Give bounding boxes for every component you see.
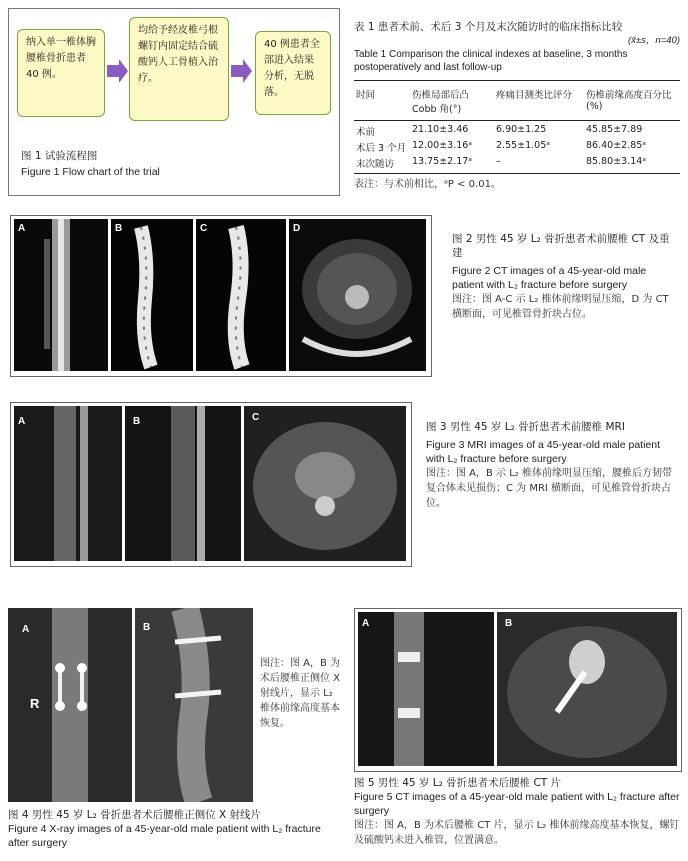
table1-header-row	[354, 81, 680, 116]
fig2-image-d	[289, 219, 426, 371]
fig5-caption-en: Figure 5 CT images of a 45-year-old male patient with L₂ fracture after surgery	[354, 791, 680, 817]
table-cell: –	[496, 156, 501, 167]
fig5-image-a	[358, 612, 494, 766]
xray-ap-icon	[8, 608, 132, 802]
ct-axial-postop-icon	[497, 612, 677, 766]
panel-letter: A	[362, 618, 370, 629]
table-cell: 45.85±7.89	[586, 124, 643, 135]
table1-title-cn: 表 1 患者术前、术后 3 个月及末次随访时的临床指标比较	[354, 21, 623, 33]
flow-box-2-text: 均给予经皮椎弓根螺钉内固定结合硫酸钙人工骨植入治疗。	[138, 25, 218, 84]
panel-letter: C	[200, 223, 208, 234]
panel-letter: A	[22, 624, 30, 635]
table-cell: 21.10±3.46	[412, 124, 469, 135]
table1-stat: (x̄±s，n=40)	[628, 35, 680, 46]
fig4-caption-cn: 图 4 男性 45 岁 L₂ 骨折患者术后腰椎正侧位 X 射线片	[8, 809, 261, 821]
mri-sagittal-t2-icon	[125, 406, 241, 561]
ct-3d-reconstruction-icon	[111, 219, 193, 371]
table-cell: 13.75±2.17ᵃ	[412, 156, 473, 167]
fig3-note: 图注：图 A，B 示 L₂ 椎体前缘明显压缩，腰椎后方韧带复合体未见损伤；C 为 MRI 横断面，可见椎管骨折块占位。	[426, 468, 672, 509]
fig2-image-a	[14, 219, 108, 371]
mri-axial-icon	[244, 406, 406, 561]
table1-header-cell: 伤椎局部后凸 Cobb 角(°)	[412, 90, 470, 115]
fig3-image-a	[14, 406, 122, 561]
fig1-caption-en: Figure 1 Flow chart of the trial	[21, 166, 160, 178]
table1-header-cell: 时间	[356, 90, 376, 101]
flow-box-2	[129, 17, 229, 121]
fig5-caption-block	[354, 776, 680, 848]
table-cell: 术后 3 个月	[356, 143, 407, 154]
table1-block	[354, 20, 680, 192]
fig1-caption-cn: 图 1 试验流程图	[21, 150, 98, 162]
panel-letter: A	[18, 416, 26, 427]
table-cell: 末次随访	[356, 159, 395, 170]
table-row	[354, 155, 680, 171]
fig4-image-a	[8, 608, 132, 802]
flow-box-3-text: 40 例患者全部进入结果分析，无脱落。	[264, 39, 320, 98]
fig4-caption-block	[8, 808, 343, 850]
fig2-caption-block	[452, 232, 680, 322]
flow-box-1-text: 纳入单一椎体胸腰椎骨折患者 40 例。	[26, 37, 96, 80]
fig3-image-b	[125, 406, 241, 561]
panel-letter: D	[293, 223, 301, 234]
table-row	[354, 123, 680, 139]
panel-letter: B	[505, 618, 513, 629]
xray-lateral-icon	[135, 608, 253, 802]
panel-letter: B	[133, 416, 141, 427]
table1	[354, 81, 680, 171]
ct-3d-lateral-icon	[196, 219, 286, 371]
table1-title-en: Table 1 Comparison the clinical indexes at baseline, 3 months postoperatively and last follow-up	[354, 49, 628, 73]
fig5-image-b	[497, 612, 677, 766]
table1-note: 表注：与术前相比，ᵃP < 0.01。	[354, 179, 501, 190]
table-cell: 术前	[356, 127, 376, 138]
flow-box-1	[17, 29, 105, 117]
fig2-caption-cn: 图 2 男性 45 岁 L₂ 骨折患者术前腰椎 CT 及重建	[452, 233, 670, 259]
ct-axial-icon	[289, 219, 426, 371]
fig3-caption-cn: 图 3 男性 45 岁 L₂ 骨折患者术前腰椎 MRI	[426, 421, 625, 433]
fig3-caption-block	[426, 420, 680, 511]
fig4-side-note: 图注：图 A，B 为术后腰椎正侧位 X 射线片，显示 L₂ 椎体前缘高度基本恢复。	[260, 658, 341, 729]
fig2-caption-en: Figure 2 CT images of a 45-year-old male patient with L₂ fracture before surgery	[452, 265, 647, 291]
panel-letter: C	[252, 412, 260, 423]
ct-sagittal-postop-icon	[358, 612, 494, 766]
fig2-note: 图注：图 A-C 示 L₂ 椎体前缘明显压缩，D 为 CT 横断面，可见椎管骨折块占位。	[452, 294, 669, 320]
panel-letter: B	[115, 223, 123, 234]
fig3-caption-en: Figure 3 MRI images of a 45-year-old male patient with L₂ fracture before surgery	[426, 439, 661, 465]
fig3-image-c	[244, 406, 406, 561]
table-cell: 85.80±3.14ᵃ	[586, 156, 647, 167]
panel-letter: A	[18, 223, 26, 234]
table1-header-cell: 伤椎前缘高度百分比(%)	[586, 90, 672, 112]
table-cell: 6.90±1.25	[496, 124, 547, 135]
flow-box-3	[255, 31, 331, 115]
fig2-image-b	[111, 219, 193, 371]
side-marker: R	[30, 696, 40, 711]
table1-header-cell: 疼痛目测类比评分	[496, 90, 573, 101]
table-row	[354, 139, 680, 155]
fig5-note: 图注：图 A，B 为术后腰椎 CT 片，显示 L₂ 椎体前缘高度基本恢复，螺钉及硫酸钙未进入椎管，位置满意。	[354, 820, 680, 846]
flowchart-figure	[8, 8, 340, 196]
fig4-image-b	[135, 608, 253, 802]
fig4-caption-en: Figure 4 X-ray images of a 45-year-old male patient with L₂ fracture after surgery	[8, 823, 321, 849]
panel-letter: B	[143, 622, 151, 633]
table-cell: 86.40±2.85ᵃ	[586, 140, 647, 151]
table-cell: 2.55±1.05ᵃ	[496, 140, 550, 151]
table-cell: 12.00±3.16ᵃ	[412, 140, 473, 151]
fig5-caption-cn: 图 5 男性 45 岁 L₂ 骨折患者术后腰椎 CT 片	[354, 777, 562, 789]
fig2-image-c	[196, 219, 286, 371]
ct-sagittal-image	[14, 219, 108, 371]
mri-sagittal-icon	[14, 406, 122, 561]
